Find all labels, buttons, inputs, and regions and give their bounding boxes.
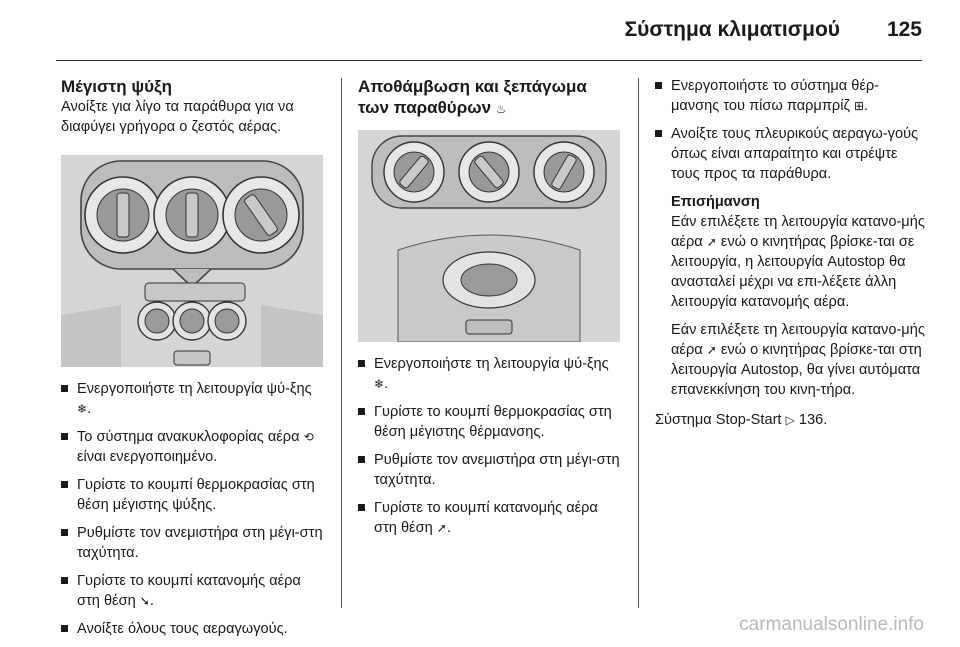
list-item: Ρυθμίστε τον ανεμιστήρα στη μέγι-στη ταχύτητα.: [358, 450, 624, 490]
note-paragraph: Εάν επιλέξετε τη λειτουργία κατανο-μής αέρα ➚ ενώ ο κινητήρας βρίσκε-ται στη λειτουργία Autostop, θα γίνει αυτόματα επανεκκίνηση του κινη-τήρα.: [671, 322, 925, 398]
windscreen-air-icon: ➚: [706, 343, 717, 357]
windscreen-air-icon: ➚: [436, 521, 447, 535]
windscreen-defrost-icon: ♨: [495, 102, 507, 116]
list-item: Γυρίστε το κουμπί κατανομής αέρα στη θέση ➚.: [358, 498, 624, 538]
defrost-knobs-figure: [358, 130, 620, 342]
air-to-face-icon: ➘: [139, 594, 150, 608]
note-title: Επισήμανση: [671, 194, 760, 210]
watermark: carmanualsonline.info: [739, 614, 924, 635]
section-heading-max-cooling: Μέγιστη ψύξη: [61, 77, 172, 96]
column-divider: [341, 78, 342, 608]
column-divider: [638, 78, 639, 608]
cross-reference[interactable]: Σύστημα Stop-Start ▷ 136.: [655, 412, 828, 428]
defrost-knobs-illustration: [358, 130, 620, 342]
list-item: Ανοίξτε τους πλευρικούς αεραγω-γούς όπως είναι απαραίτητο και στρέψτε τους προς τα παράθυρα.: [655, 124, 927, 184]
recirculation-icon: ⟲: [303, 430, 314, 444]
header-rule: [56, 60, 922, 61]
max-cooling-steps: [61, 379, 325, 639]
column-demisting: [358, 76, 624, 546]
list-item: Γυρίστε το κουμπί θερμοκρασίας στη θέση μέγιστης θέρμανσης.: [358, 402, 624, 442]
chapter-title: Σύστημα κλιματισμού: [624, 18, 840, 41]
list-item: Γυρίστε το κουμπί θερμοκρασίας στη θέση μέγιστης ψύξης.: [61, 475, 325, 515]
column-demisting-continued: [655, 76, 927, 430]
list-item: Το σύστημα ανακυκλοφορίας αέρα ⟲ είναι ενεργοποιημένο.: [61, 427, 325, 467]
page-header: [0, 0, 960, 60]
windscreen-air-icon: ➚: [706, 235, 717, 249]
section-heading-demisting: Αποθάμβωση και ξεπάγωμα των παραθύρων ♨: [358, 77, 587, 117]
page-number: 125: [886, 18, 922, 41]
demisting-steps-continued: [655, 76, 927, 184]
list-item: Ενεργοποιήστε τη λειτουργία ψύ-ξης ❄.: [61, 379, 325, 419]
list-item: Ενεργοποιήστε το σύστημα θέρ-μανσης του πίσω παρμπρίζ ⊞.: [655, 76, 927, 116]
rear-window-heat-icon: ⊞: [853, 99, 865, 113]
snowflake-icon: ❄: [77, 402, 88, 416]
intro-text: Ανοίξτε για λίγο τα παράθυρα για να διαφύγει γρήγορα ο ζεστός αέρας.: [61, 99, 294, 135]
demisting-steps: [358, 354, 624, 538]
climate-panel-figure: [61, 155, 323, 367]
reference-arrow-icon: ▷: [785, 413, 795, 427]
note-paragraph: Εάν επιλέξετε τη λειτουργία κατανο-μής αέρα ➚ ενώ ο κινητήρας βρίσκε-ται σε λειτουργία, η λειτουργία Autostop θα ανασταλεί μέχρι να επι-λέξετε άλλη λειτουργία κατανομής αέρα.: [671, 214, 925, 310]
snowflake-icon: ❄: [374, 377, 385, 391]
list-item: Ανοίξτε όλους τους αεραγωγούς.: [61, 619, 325, 639]
list-item: Ενεργοποιήστε τη λειτουργία ψύ-ξης ❄.: [358, 354, 624, 394]
note-box: [655, 192, 927, 400]
list-item: Ρυθμίστε τον ανεμιστήρα στη μέγι-στη ταχύτητα.: [61, 523, 325, 563]
column-max-cooling: [61, 76, 325, 647]
list-item: Γυρίστε το κουμπί κατανομής αέρα στη θέση ➘.: [61, 571, 325, 611]
climate-panel-illustration: [61, 155, 323, 367]
